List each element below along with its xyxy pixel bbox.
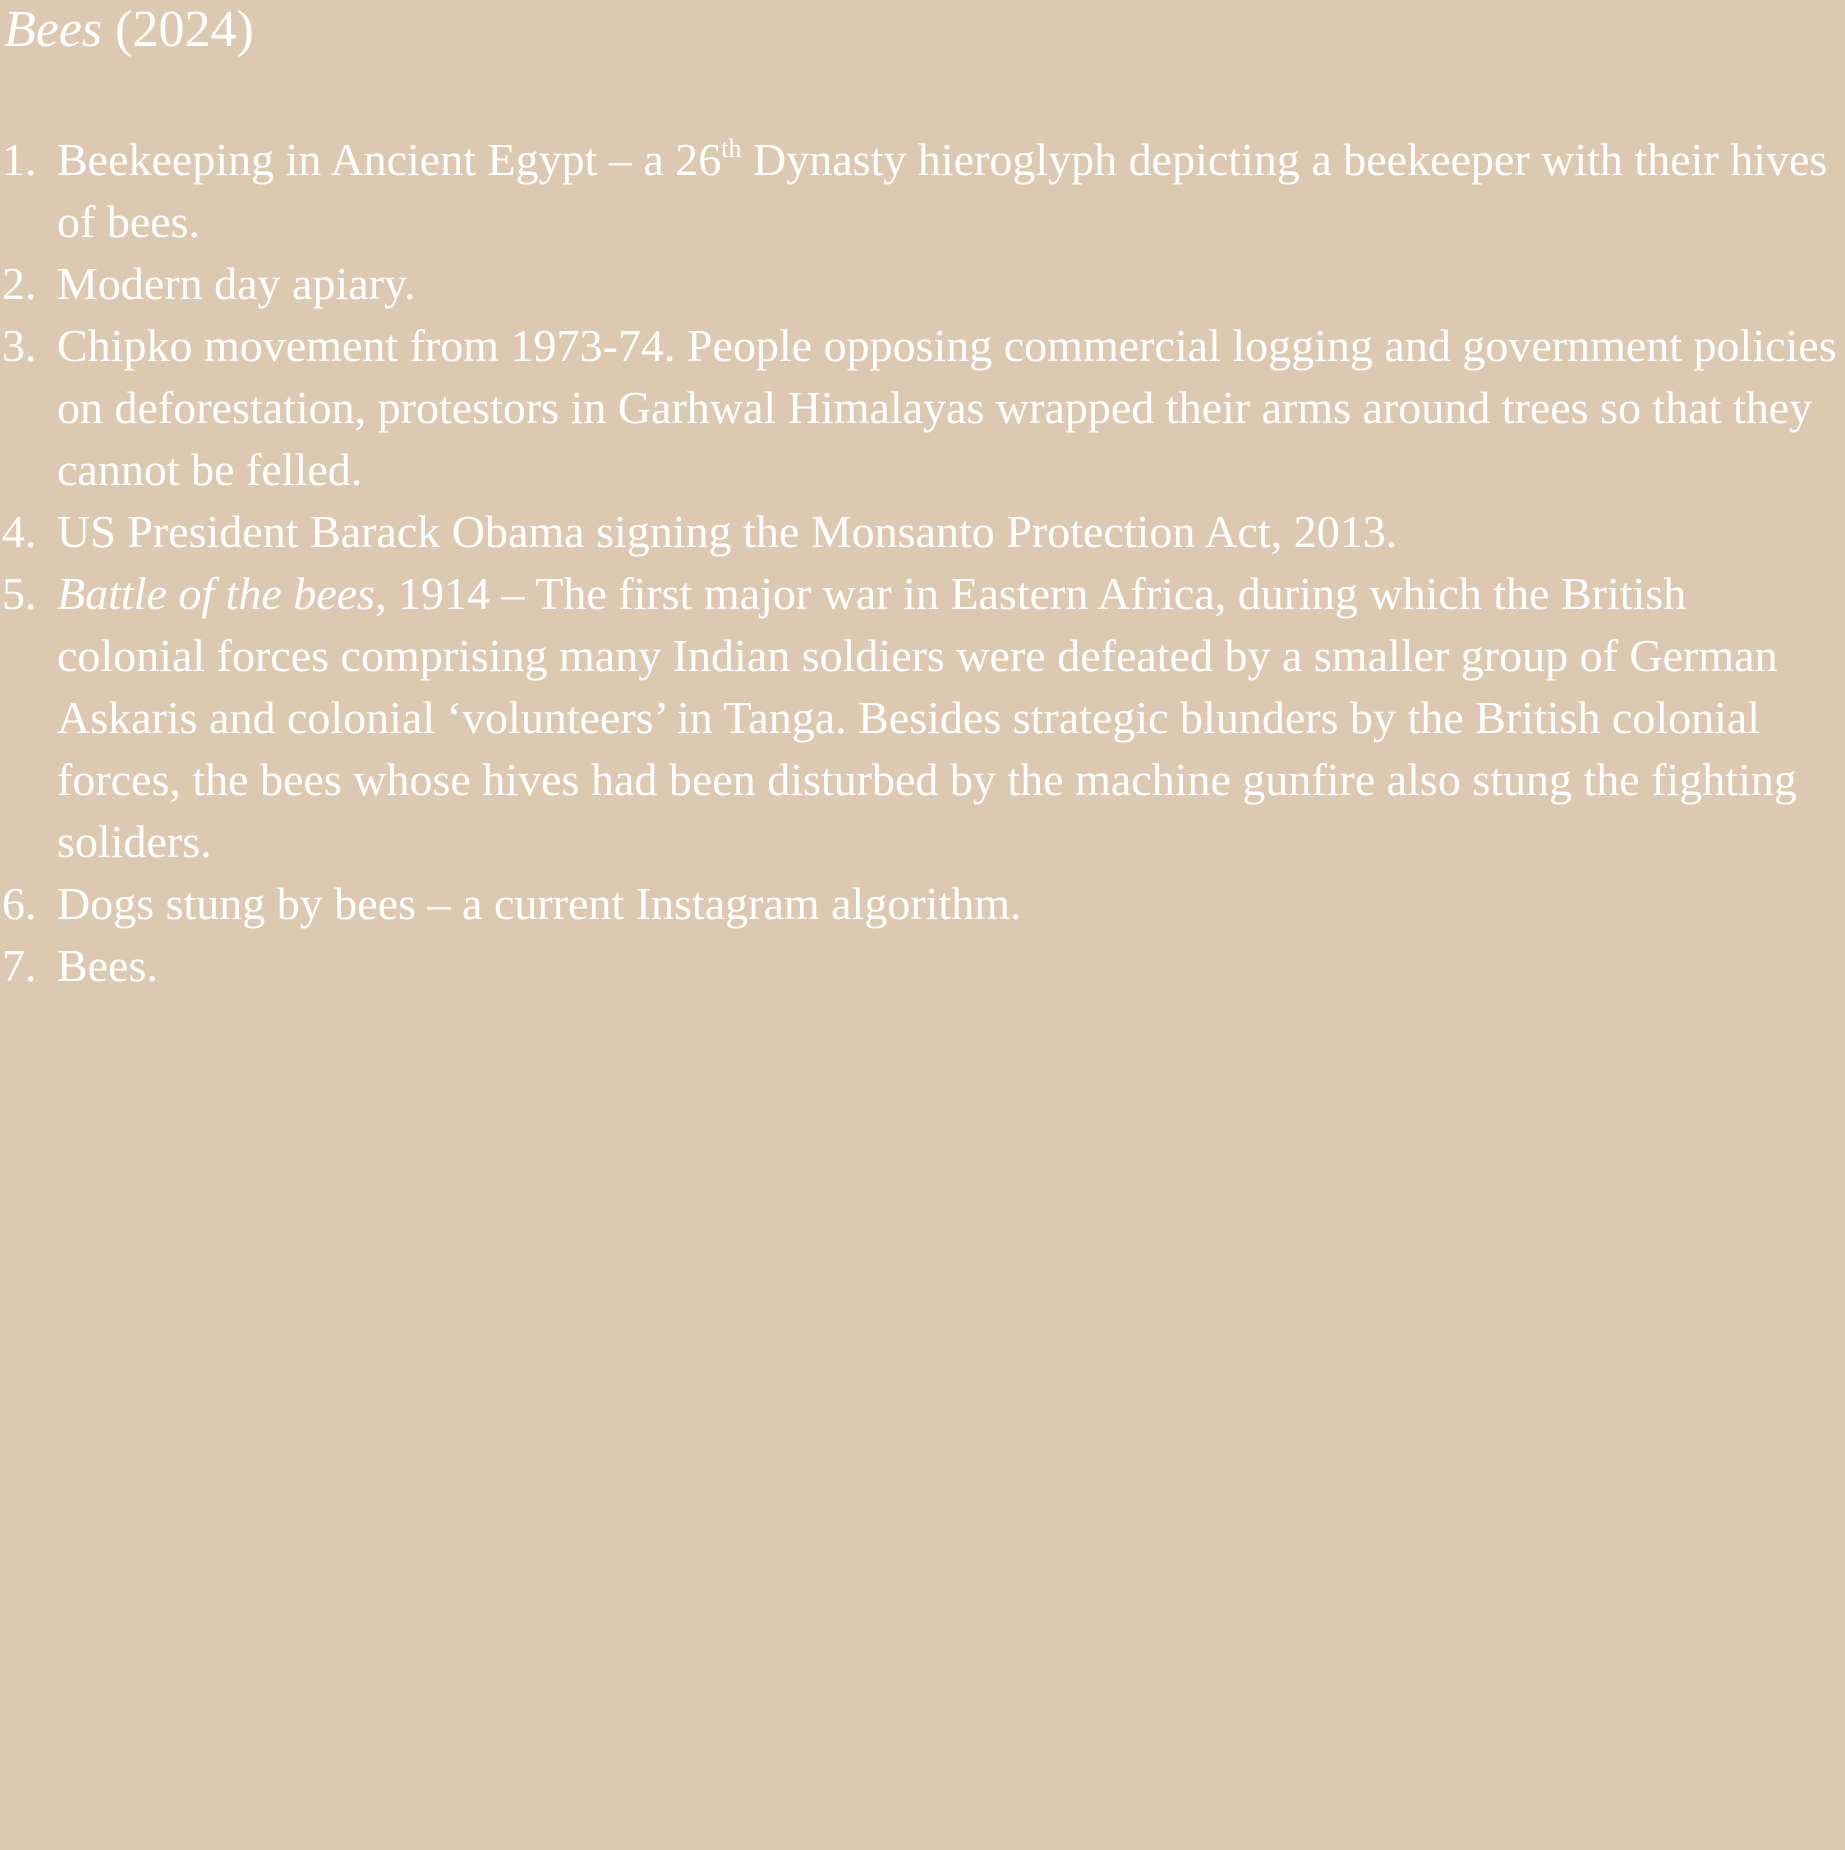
title-italic: Bees xyxy=(4,1,103,58)
list-item-text: Modern day apiary. xyxy=(57,258,416,309)
list-item xyxy=(0,563,1845,873)
list-item-number: 5. xyxy=(2,568,37,619)
list-item-number: 1. xyxy=(2,134,37,185)
list-item-italic-title: Battle of the bees xyxy=(57,568,376,619)
list-item-text: Dynasty hieroglyph depicting a beekeeper with their hives of bees. xyxy=(57,134,1828,247)
list-item xyxy=(0,253,1845,315)
ordinal-superscript: th xyxy=(721,134,742,163)
list-item-text: Bees. xyxy=(57,940,158,991)
list-item-number: 4. xyxy=(2,506,37,557)
list-item-text: Chipko movement from 1973-74. People opposing commercial logging and government policies on deforestation, protestors in Garhwal Himalayas wrapped their arms around trees so that they cannot be felled. xyxy=(57,320,1837,495)
list-item-text: Beekeeping in Ancient Egypt – a 26 xyxy=(57,134,722,185)
list-item xyxy=(0,873,1845,935)
page-title xyxy=(4,0,254,60)
list-item-number: 7. xyxy=(2,940,37,991)
caption-list xyxy=(0,129,1845,997)
list-item-number: 3. xyxy=(2,320,37,371)
list-item-text: , 1914 – The first major war in Eastern Africa, during which the British colonial forces comprising many Indian soldiers were defeated by a smaller group of German Askaris and colonial ‘volunteers’ in Tanga. Besides strategic blunders by the British colonial forces, the bees whose hives had been disturbed by the machine gunfire also stung the fighting soliders. xyxy=(57,568,1797,867)
list-item xyxy=(0,935,1845,997)
list-item xyxy=(0,315,1845,501)
list-item-number: 2. xyxy=(2,258,37,309)
list-item-text: Dogs stung by bees – a current Instagram algorithm. xyxy=(57,878,1022,929)
list-item xyxy=(0,129,1845,253)
list-item-number: 6. xyxy=(2,878,37,929)
list-item xyxy=(0,501,1845,563)
title-year: (2024) xyxy=(102,1,254,58)
list-item-text: US President Barack Obama signing the Monsanto Protection Act, 2013. xyxy=(57,506,1398,557)
